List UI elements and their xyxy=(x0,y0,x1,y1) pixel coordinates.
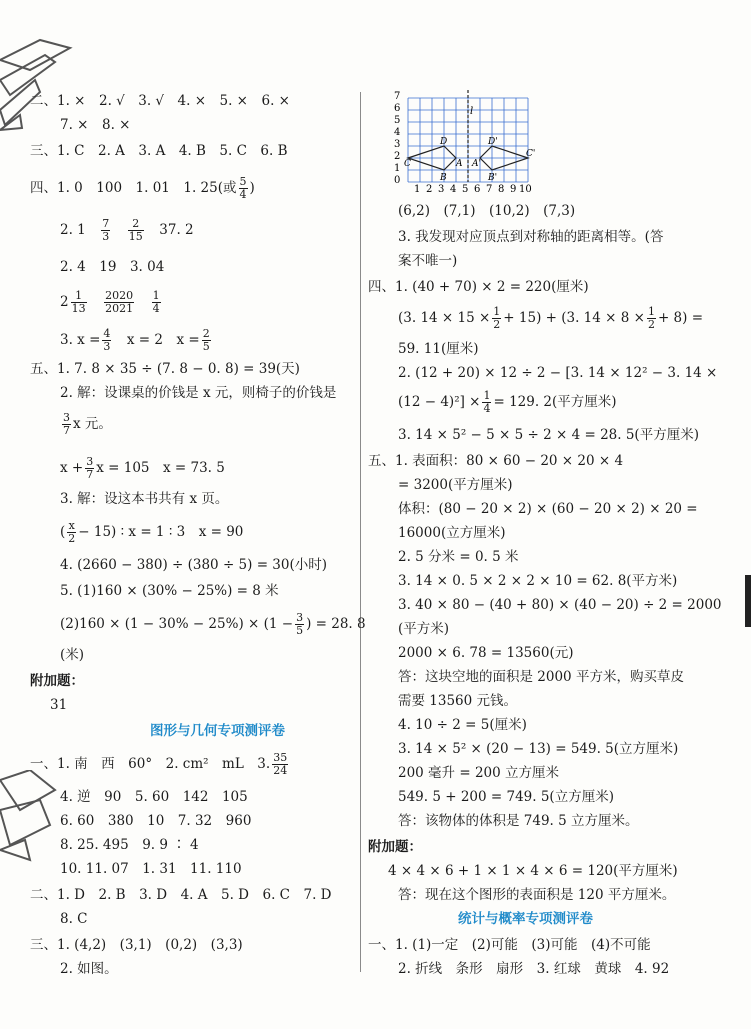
column-divider xyxy=(360,92,361,972)
line-app-9: 2000 × 6. 78 = 13560(元) xyxy=(398,645,574,661)
edge-mark xyxy=(745,575,751,627)
x-tick: 6 xyxy=(474,184,481,194)
line-solve-7: 4. (2660 − 380) ÷ (380 ÷ 5) = 30(小时) xyxy=(60,557,328,573)
section-title-statistics: 统计与概率专项测评卷 xyxy=(458,911,593,927)
line-geo-1: 一、1. 南 西 60° 2. cm² mL 3. $\frac{35}{24}$ xyxy=(30,751,288,777)
line-app-3: 体积：(80 − 20 × 2) × (60 − 20 × 2) × 20 = xyxy=(398,501,698,517)
line-judge-1: 二、1. × 2. √ 3. √ 4. × 5. × 6. × xyxy=(30,93,290,109)
line-app-15: 549. 5 + 200 = 749. 5(立方厘米) xyxy=(398,789,614,805)
x-tick: 8 xyxy=(498,184,505,194)
x-tick: 3 xyxy=(438,184,445,194)
line-app-12: 4. 10 ÷ 2 = 5(厘米) xyxy=(398,717,527,733)
symmetry-axis-label: l xyxy=(470,106,474,117)
y-tick: 7 xyxy=(394,91,401,102)
line-extra-1: 4 × 4 × 6 + 1 × 1 × 4 × 6 = 120(平方厘米) xyxy=(388,863,678,879)
line-fill-4: 2 $\frac{1}{13}$ $\frac{2020}{2021}$ $\frac{1}{4}$ xyxy=(60,289,160,315)
y-tick: 2 xyxy=(394,151,401,162)
line-geo-9: 2. 如图。 xyxy=(60,961,118,977)
line-calc-5: (12 − 4)²] × $\frac{1}{4}$ = 129. 2(平方厘米) xyxy=(398,389,617,415)
line-extra-2: 答：现在这个图形的表面积是 120 平方厘米。 xyxy=(398,887,676,903)
x-tick: 1 xyxy=(414,184,421,194)
x-tick: 7 xyxy=(486,184,493,194)
line-coords: (6,2) (7,1) (10,2) (7,3) xyxy=(398,203,576,219)
line-solve-8: 5. (1)160 × (30% − 25%) = 8 米 xyxy=(60,583,279,599)
line-app-14: 200 毫升 = 200 立方厘米 xyxy=(398,765,560,781)
line-solve-2: 2. 解：设课桌的价钱是 x 元，则椅子的价钱是 xyxy=(60,385,337,401)
line-app-5: 2. 5 分米 = 0. 5 米 xyxy=(398,549,519,565)
fraction: $\frac{1}{4}$ xyxy=(483,389,491,415)
line-app-11: 需要 13560 元钱。 xyxy=(398,693,518,709)
line-geo-3: 6. 60 380 10 7. 32 960 xyxy=(60,813,252,829)
line-solve-1: 五、1. 7. 8 × 35 ÷ (7. 8 − 0. 8) = 39(天) xyxy=(30,361,300,377)
x-tick: 2 xyxy=(426,184,433,194)
line-judge-2: 7. × 8. × xyxy=(60,117,131,133)
y-tick: 6 xyxy=(394,103,401,114)
y-tick: 0 xyxy=(394,175,401,186)
point-label: A xyxy=(456,159,463,169)
line-geo-8: 三、1. (4,2) (3,1) (0,2) (3,3) xyxy=(30,937,243,953)
line-app-8: (平方米) xyxy=(398,621,450,637)
point-label: C' xyxy=(526,149,536,159)
fraction: $\frac{3}{7}$ xyxy=(63,411,70,437)
x-tick: 9 xyxy=(510,184,517,194)
point-label: B' xyxy=(488,173,498,183)
line-app-10: 答：这块空地的面积是 2000 平方米，购买草皮 xyxy=(398,669,684,685)
line-fill-3: 2. 4 19 3. 04 xyxy=(60,259,165,275)
line-finding-1: 3. 我发现对应顶点到对称轴的距离相等。(答 xyxy=(398,229,664,245)
fraction: $\frac{35}{24}$ xyxy=(273,751,288,777)
extra-question-label-right: 附加题： xyxy=(368,839,422,855)
point-label: D xyxy=(440,137,448,147)
line-app-4: 16000(立方厘米) xyxy=(398,525,506,541)
line-solve-10: (米) xyxy=(60,647,85,663)
line-calc-1: 四、1. (40 + 70) × 2 = 220(厘米) xyxy=(368,279,589,295)
line-calc-2: (3. 14 × 15 × $\frac{1}{2}$ + 15) + (3. 14 × 8 × $\frac{1}{2}$ + 8) = xyxy=(398,305,704,331)
line-app-7: 3. 40 × 80 − (40 + 80) × (40 − 20) ÷ 2 = 2000 xyxy=(398,597,722,613)
line-fill-1: 四、1. 0 100 1. 01 1. 25(或 $\frac{5}{4}$ ) xyxy=(30,175,255,201)
fraction: $\frac{1}{13}$ xyxy=(71,289,86,315)
fraction: $\frac{3}{7}$ xyxy=(86,455,94,481)
line-geo-4: 8. 25. 495 9. 9 ∶ 4 xyxy=(60,837,199,853)
line-fill-2: 2. 1 $\frac{7}{3}$ $\frac{2}{15}$ 37. 2 xyxy=(60,217,194,243)
line-geo-5: 10. 11. 07 1. 31 11. 110 xyxy=(60,861,242,877)
fraction: $\frac{5}{4}$ xyxy=(239,175,247,201)
point-label: C xyxy=(404,159,411,169)
line-geo-7: 8. C xyxy=(60,911,88,927)
fraction: $\frac{2020}{2021}$ xyxy=(105,289,134,315)
line-solve-4: x + $\frac{3}{7}$ x = 105 x = 73. 5 xyxy=(60,455,225,481)
point-label: B xyxy=(440,173,447,183)
line-solve-5: 3. 解：设这本书共有 x 页。 xyxy=(60,491,229,507)
fraction: $\frac{4}{3}$ xyxy=(103,327,111,353)
line-stat-1: 一、1. (1)一定 (2)可能 (3)可能 (4)不可能 xyxy=(368,937,651,953)
fraction: $\frac{2}{5}$ xyxy=(202,327,210,353)
x-tick: 10 xyxy=(519,184,532,194)
line-app-16: 答：该物体的体积是 749. 5 立方厘米。 xyxy=(398,813,639,829)
fraction: $\frac{1}{2}$ xyxy=(647,305,655,331)
fraction: $\frac{1}{2}$ xyxy=(493,305,501,331)
line-app-1: 五、1. 表面积：80 × 60 − 20 × 20 × 4 xyxy=(368,453,624,469)
fraction: $\frac{1}{4}$ xyxy=(152,289,160,315)
x-axis-ticks xyxy=(414,184,532,194)
line-geo-2: 4. 逆 90 5. 60 142 105 xyxy=(60,789,248,805)
line-calc-3: 59. 11(厘米) xyxy=(398,341,479,357)
y-axis-ticks xyxy=(394,91,400,186)
y-tick: 4 xyxy=(394,127,401,138)
line-calc-6: 3. 14 × 5² − 5 × 5 ÷ 2 × 4 = 28. 5(平方厘米) xyxy=(398,427,699,443)
fraction: $\frac{3}{5}$ xyxy=(296,611,304,637)
fraction: $\frac{x}{2}$ xyxy=(68,519,76,545)
extra-question-label: 附加题： xyxy=(30,673,84,689)
extra-question-answer: 31 xyxy=(50,697,68,713)
coordinate-grid-figure xyxy=(392,90,542,194)
line-app-6: 3. 14 × 0. 5 × 2 × 2 × 10 = 62. 8(平方米) xyxy=(398,573,678,589)
line-solve-6: ( $\frac{x}{2}$ − 15) ∶ x = 1 ∶ 3 x = 90 xyxy=(60,519,244,545)
fraction: $\frac{7}{3}$ xyxy=(102,217,110,243)
fraction: $\frac{2}{15}$ xyxy=(128,217,143,243)
x-tick: 5 xyxy=(462,184,469,194)
line-geo-6: 二、1. D 2. B 3. D 4. A 5. D 6. C 7. D xyxy=(30,887,332,903)
section-title-geometry: 图形与几何专项测评卷 xyxy=(150,723,285,739)
line-solve-3: $\frac{3}{7}$ x 元。 xyxy=(63,411,112,437)
line-solve-9: (2)160 × (1 − 30% − 25%) × (1 − $\frac{3}{5}$ ) = 28. 8 xyxy=(60,611,366,637)
line-choice: 三、1. C 2. A 3. A 4. B 5. C 6. B xyxy=(30,143,288,159)
point-label: D' xyxy=(488,137,498,147)
corner-stamp-decoration xyxy=(0,0,80,160)
point-label: A' xyxy=(472,159,481,169)
y-tick: 5 xyxy=(394,115,401,126)
line-calc-4: 2. (12 + 20) × 12 ÷ 2 − [3. 14 × 12² − 3. 14 × xyxy=(398,365,718,381)
line-fill-5: 3. x = $\frac{4}{3}$ x = 2 x = $\frac{2}{5}$ xyxy=(60,327,210,353)
line-finding-2: 案不唯一) xyxy=(398,253,458,269)
y-tick: 1 xyxy=(394,163,401,174)
line-app-13: 3. 14 × 5² × (20 − 13) = 549. 5(立方厘米) xyxy=(398,741,679,757)
line-app-2: = 3200(平方厘米) xyxy=(398,477,513,493)
y-tick: 3 xyxy=(394,139,401,150)
x-tick: 4 xyxy=(450,184,457,194)
line-stat-2: 2. 折线 条形 扇形 3. 红球 黄球 4. 92 xyxy=(398,961,670,977)
